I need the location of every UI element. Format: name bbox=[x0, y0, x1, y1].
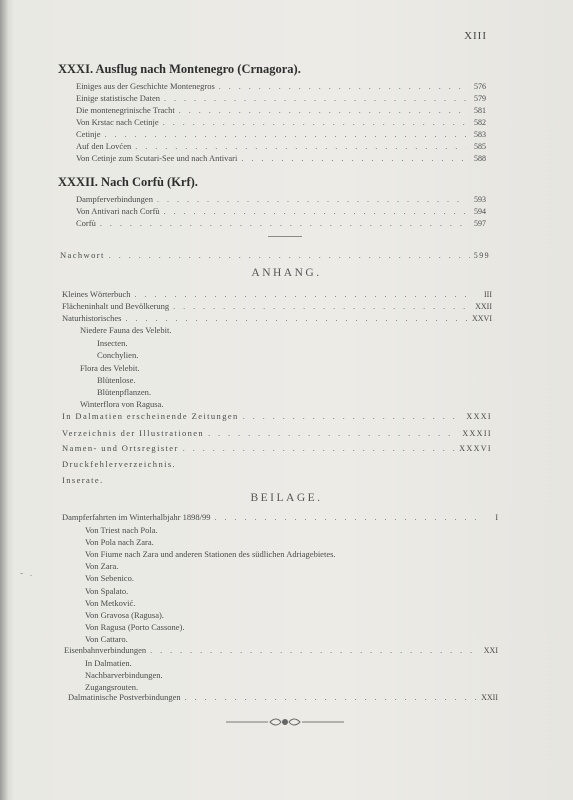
toc-entry-label: Von Cetinje zum Scutari-See und nach Antivari bbox=[76, 153, 238, 163]
toc-entry-label: Flächeninhalt und Bevölkerung bbox=[62, 301, 170, 311]
sub-entry: Flora des Velebit. bbox=[80, 363, 140, 373]
toc-entry[interactable] bbox=[62, 443, 492, 454]
section-divider bbox=[268, 236, 302, 237]
dot-leader bbox=[164, 93, 466, 104]
dot-leader bbox=[214, 512, 478, 523]
dot-leader bbox=[135, 141, 466, 152]
dot-leader bbox=[126, 313, 469, 324]
toc-entry-label: Nachwort bbox=[60, 250, 105, 260]
toc-entry[interactable] bbox=[68, 692, 498, 703]
toc-entry-label: In Dalmatien erscheinende Zeitungen bbox=[62, 411, 239, 421]
dot-leader bbox=[150, 645, 478, 656]
anhang-heading: ANHANG. bbox=[251, 267, 322, 279]
toc-entry-page: 593 bbox=[474, 195, 486, 204]
toc-entry[interactable] bbox=[76, 129, 486, 140]
sub-entry: Von Pola nach Zara. bbox=[85, 537, 154, 547]
toc-entry-page: 585 bbox=[474, 142, 486, 151]
toc-entry-page: 576 bbox=[474, 82, 486, 91]
toc-entry-page: 581 bbox=[474, 106, 486, 115]
toc-entry-page: 579 bbox=[474, 94, 486, 103]
toc-entry-page: XXI bbox=[483, 646, 498, 655]
toc-entry-nachwort[interactable] bbox=[60, 250, 490, 261]
toc-entry[interactable] bbox=[62, 289, 492, 300]
toc-entry[interactable] bbox=[76, 93, 486, 104]
toc-entry-label: Von Antivari nach Corfù bbox=[76, 206, 160, 216]
page-gutter-shadow bbox=[0, 0, 8, 800]
toc-entry-page: 583 bbox=[474, 130, 486, 139]
chapter-31-title: XXXI. Ausflug nach Montenegro (Crnagora). bbox=[58, 62, 301, 76]
sub-entry: Blütenlose. bbox=[97, 375, 136, 385]
toc-entry[interactable] bbox=[76, 141, 486, 152]
sub-entry: Von Fiume nach Zara und anderen Stationen des südlichen Adriagebietes. bbox=[85, 549, 336, 559]
toc-entry-page: III bbox=[484, 290, 492, 299]
dot-leader bbox=[164, 206, 466, 217]
toc-entry-label: Eisenbahnverbindungen bbox=[64, 645, 147, 655]
toc-entry-inserate[interactable]: Inserate. bbox=[62, 475, 104, 485]
page-number: XIII bbox=[464, 30, 487, 42]
toc-entry[interactable] bbox=[76, 117, 486, 128]
sub-entry: Von Ragusa (Porto Cassone). bbox=[85, 622, 185, 632]
sub-entry: Von Zara. bbox=[85, 561, 119, 571]
sub-entry: Von Gravosa (Ragusa). bbox=[85, 610, 164, 620]
toc-entry-label: Einiges aus der Geschichte Montenegros bbox=[76, 81, 215, 91]
toc-entry-label: Cetinje bbox=[76, 129, 101, 139]
toc-entry-page: I bbox=[495, 513, 498, 522]
toc-entry[interactable] bbox=[76, 206, 486, 217]
toc-entry-page: XXXI bbox=[466, 412, 492, 421]
toc-entry-label: Dampferverbindungen bbox=[76, 194, 153, 204]
toc-entry[interactable] bbox=[76, 194, 486, 205]
toc-entry[interactable] bbox=[62, 301, 492, 312]
margin-mark: - . bbox=[20, 568, 35, 579]
sub-entry: Von Spalato. bbox=[85, 586, 129, 596]
toc-entry-page: XXII bbox=[475, 302, 492, 311]
sub-entry: Conchylien. bbox=[97, 350, 139, 360]
dot-leader bbox=[243, 411, 463, 422]
dot-leader bbox=[105, 129, 466, 140]
toc-entry[interactable] bbox=[76, 81, 486, 92]
toc-entry[interactable] bbox=[62, 512, 498, 523]
dot-leader bbox=[100, 218, 466, 229]
toc-entry-druckfehler[interactable]: Druckfehlerverzeichnis. bbox=[62, 459, 177, 469]
toc-entry-page: XXXII bbox=[462, 429, 492, 438]
dot-leader bbox=[241, 153, 466, 164]
toc-entry[interactable] bbox=[62, 411, 492, 422]
toc-entry-label: Einige statistische Daten bbox=[76, 93, 161, 103]
toc-entry-page: 582 bbox=[474, 118, 486, 127]
toc-entry[interactable] bbox=[62, 428, 492, 439]
dot-leader bbox=[163, 117, 466, 128]
dot-leader bbox=[219, 81, 466, 92]
toc-entry-label: Kleines Wörterbuch bbox=[62, 289, 131, 299]
toc-entry-page: XXVI bbox=[472, 314, 492, 323]
sub-entry: Von Metković. bbox=[85, 598, 136, 608]
sub-entry: Von Sebenico. bbox=[85, 573, 134, 583]
sub-entry: Insecten. bbox=[97, 338, 128, 348]
toc-entry-label: Von Krstac nach Cetinje bbox=[76, 117, 159, 127]
dot-leader bbox=[157, 194, 466, 205]
dot-leader bbox=[135, 289, 472, 300]
dot-leader bbox=[208, 428, 458, 439]
toc-entry[interactable] bbox=[76, 218, 486, 229]
toc-entry-label: Dalmatinische Postverbindungen bbox=[68, 692, 181, 702]
sub-entry: Winterflora von Ragusa. bbox=[80, 399, 164, 409]
sub-entry: Blütenpflanzen. bbox=[97, 387, 152, 397]
toc-entry[interactable] bbox=[76, 153, 486, 164]
dot-leader bbox=[179, 105, 466, 116]
sub-entry: Von Triest nach Pola. bbox=[85, 525, 158, 535]
toc-entry-page: XXXVI bbox=[459, 444, 492, 453]
sub-entry: Von Cattaro. bbox=[85, 634, 128, 644]
dot-leader bbox=[173, 301, 471, 312]
toc-entry-label: Die montenegrinische Tracht bbox=[76, 105, 175, 115]
toc-entry-label: Dampferfahrten im Winterhalbjahr 1898/99 bbox=[62, 512, 211, 522]
toc-entry-page: 597 bbox=[474, 219, 486, 228]
sub-entry: Zugangsrouten. bbox=[85, 682, 139, 692]
chapter-32-title: XXXII. Nach Corfù (Krf). bbox=[58, 175, 198, 189]
toc-entry-page: 594 bbox=[474, 207, 486, 216]
toc-entry-page: 588 bbox=[474, 154, 486, 163]
dot-leader bbox=[185, 692, 478, 703]
dot-leader bbox=[109, 250, 470, 261]
toc-entry-page: XXII bbox=[481, 693, 498, 702]
sub-entry: In Dalmatien. bbox=[85, 658, 132, 668]
toc-entry-page: 599 bbox=[473, 251, 490, 260]
toc-entry-label: Corfù bbox=[76, 218, 96, 228]
toc-entry-label: Verzeichnis der Illustrationen bbox=[62, 428, 205, 438]
toc-entry[interactable] bbox=[76, 105, 486, 116]
toc-entry[interactable] bbox=[64, 645, 498, 656]
toc-entry-label: Naturhistorisches bbox=[62, 313, 122, 323]
sub-entry: Nachbarverbindungen. bbox=[85, 670, 163, 680]
fleuron-rule-icon bbox=[226, 714, 344, 730]
beilage-heading: BEILAGE. bbox=[250, 492, 323, 504]
dot-leader bbox=[183, 443, 456, 454]
toc-entry[interactable] bbox=[62, 313, 492, 324]
toc-entry-label: Namen- und Ortsregister bbox=[62, 443, 179, 453]
sub-entry: Niedere Fauna des Velebit. bbox=[80, 325, 172, 335]
toc-entry-label: Auf den Lovćen bbox=[76, 141, 132, 151]
